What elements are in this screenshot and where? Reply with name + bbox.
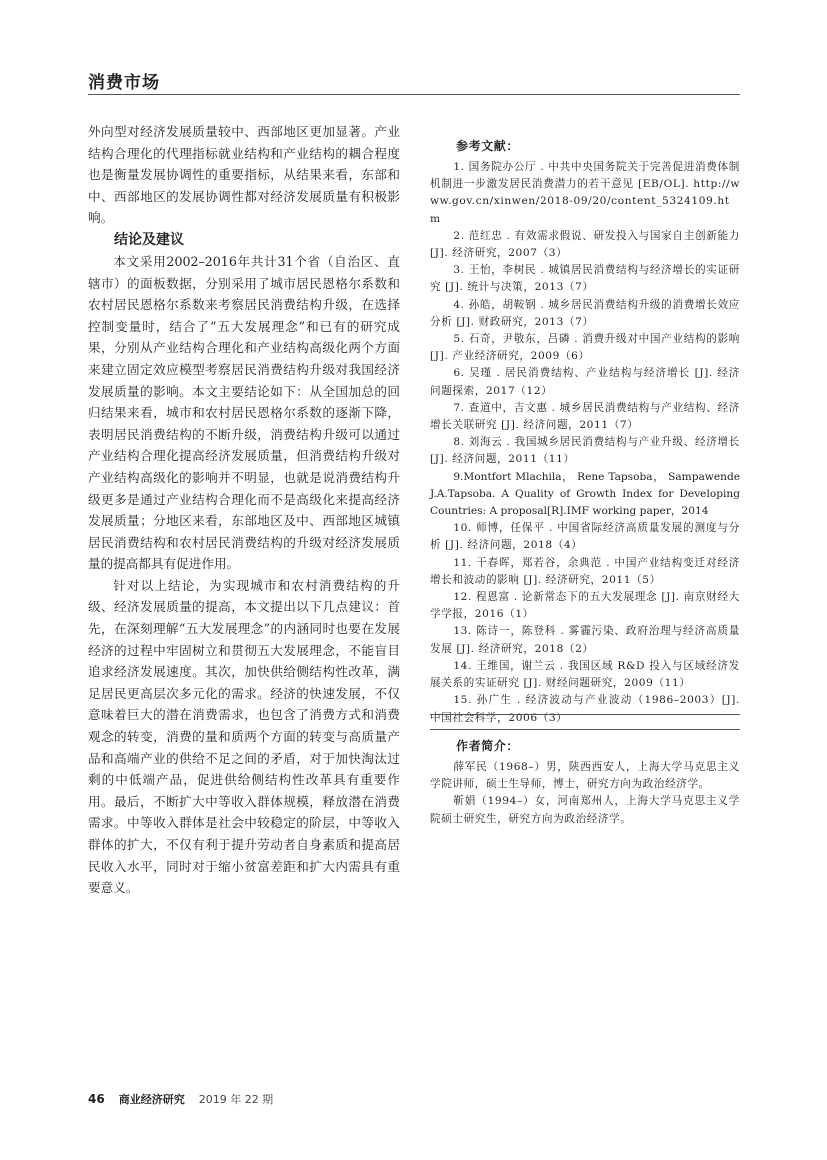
section-heading: 结论及建议: [114, 231, 184, 248]
header-divider: [88, 94, 740, 95]
paragraph: 针对以上结论，为实现城市和农村消费结构的升级、经济发展质量的提高，本文提出以下几点建议：首先，在深刻理解“五大发展理念”的内涵同时也要在发展经济的过程中牢固树立和贯彻五大发展理念，不能盲目追求经济发展速度。其次，加快供给侧结构性改革，满足居民更高层次多元化的需求。经济的快速发展，不仅意味着巨大的潜在消费需求，也包含了消费方式和消费观念的转变，消费的量和质两个方面的转变与高质量产品和高端产业的供给不足之间的矛盾，对于加快淘汰过剩的中低端产品，促进供给侧结构性改革具有重要作用。最后，不断扩大中等收入群体规模，释放潜在消费需求。中等收入群体是社会中较稳定的阶层，中等收入群体的扩大，不仅有利于提升劳动者自身素质和提高居民收入水平，同时对于缩小贫富差距和扩大内需具有重要意义。: [88, 577, 400, 896]
page-number: 46: [88, 1092, 105, 1106]
reference-item: 11. 干春晖，郑若谷，余典范 . 中国产业结构变迁对经济增长和波动的影响 [J]. 经济研究，2011（5）: [430, 556, 740, 586]
reference-item: 8. 刘海云 . 我国城乡居民消费结构与产业升级、经济增长 [J]. 经济问题，2011（11）: [430, 436, 740, 466]
reference-item: 13. 陈诗一，陈登科 . 雾霾污染、政府治理与经济高质量发展 [J]. 经济研究，2018（2）: [430, 625, 740, 655]
reference-item: 1. 国务院办公厅 . 中共中央国务院关于完善促进消费体制机制进一步激发居民消费潜力的若干意见 [EB/OL]. http://www.gov.cn/xinwen/2018-09/20/content_5324109.htm: [430, 161, 740, 225]
reference-item: 6. 吴瑾 . 居民消费结构、产业结构与经济增长 [J]. 经济问题探索，2017（12）: [430, 367, 740, 397]
page-footer: [88, 1091, 273, 1107]
reference-item: 7. 查道中，吉文惠 . 城乡居民消费结构与产业结构、经济增长关联研究 [J]. 经济问题，2011（7）: [430, 401, 740, 432]
author-bio-section: [430, 735, 740, 828]
reference-item: 2. 范红忠 . 有效需求假说、研发投入与国家自主创新能力 [J]. 经济研究，2007（3）: [430, 229, 740, 260]
reference-item: 14. 王维国，谢兰云 . 我国区域 R&D 投入与区域经济发展关系的实证研究 [J]. 财经问题研究，2009（11）: [430, 659, 740, 690]
reference-item: 10. 师博，任保平 . 中国省际经济高质量发展的测度与分析 [J]. 经济问题，2018（4）: [430, 522, 740, 552]
reference-item: 12. 程恩富 . 论新常态下的五大发展理念 [J]. 南京财经大学学报，2016（1）: [430, 591, 740, 621]
journal-issue: 2019 年 22 期: [198, 1093, 274, 1106]
references-section: [430, 135, 740, 727]
author-bio-item: 靳娟（1994–）女，河南郑州人，上海大学马克思主义学院硕士研究生，研究方向为政治经济学。: [430, 795, 740, 825]
divider: [430, 729, 740, 730]
reference-item: 15. 孙广生 . 经济波动与产业波动（1986–2003）[J]. 中国社会科学，2006（3）: [430, 694, 740, 724]
references-heading: 参考文献：: [456, 139, 520, 153]
section-title: 消费市场: [88, 73, 160, 93]
divider: [430, 714, 740, 715]
author-bio-item: 薛军民（1968–）男，陕西西安人，上海大学马克思主义学院讲师，硕士生导师，博士，研究方向为政治经济学。: [430, 761, 740, 791]
paragraph: 本文采用2002–2016年共计31个省（自治区、直辖市）的面板数据，分别采用了城市居民恩格尔系数和农村居民恩格尔系数来考察居民消费结构升级，在选择控制变量时，结合了“五大发展理念”和已有的研究成果，分别从产业结构合理化和产业结构高级化两个方面来建立固定效应模型考察居民消费结构升级对我国经济发展质量的影响。本文主要结论如下：从全国加总的回归结果来看，城市和农村居民恩格尔系数的逐渐下降，表明居民消费结构的不断升级，消费结构升级可以通过产业结构合理化提高经济发展质量，但消费结构升级对产业结构高级化的影响并不明显，也就是说消费结构升级更多是通过产业结构合理化而不是高级化来提高经济发展质量；分地区来看，东部地区及中、西部地区城镇居民消费结构和农村居民消费结构的升级对经济发展质量的提高都具有促进作用。: [88, 253, 400, 572]
journal-name: 商业经济研究: [118, 1093, 185, 1106]
reference-item: 5. 石奇，尹敬东，吕磷 . 消费升级对中国产业结构的影响 [J]. 产业经济研究，2009（6）: [430, 333, 740, 363]
body-left-column: [88, 121, 400, 899]
author-bio-heading: 作者简介：: [456, 739, 520, 753]
reference-item: 4. 孙皓，胡鞍钢 . 城乡居民消费结构升级的消费增长效应分析 [J]. 财政研究，2013（7）: [430, 298, 740, 328]
paragraph-continued: 外向型对经济发展质量较中、西部地区更加显著。产业结构合理化的代理指标就业结构和产业结构的耦合程度也是衡量发展协调性的重要指标，从结果来看，东部和中、西部地区的发展协调性都对经济发展质量有积极影响。: [88, 124, 400, 226]
reference-item: 3. 王怡，李树民 . 城镇居民消费结构与经济增长的实证研究 [J]. 统计与决策，2013（7）: [430, 264, 740, 294]
reference-item: 9.Montfort Mlachila， Rene Tapsoba， Sampawende J.A.Tapsoba. A Quality of Growth Index for Developing Countries: A proposal[R].IMF working paper，2014: [430, 470, 740, 518]
